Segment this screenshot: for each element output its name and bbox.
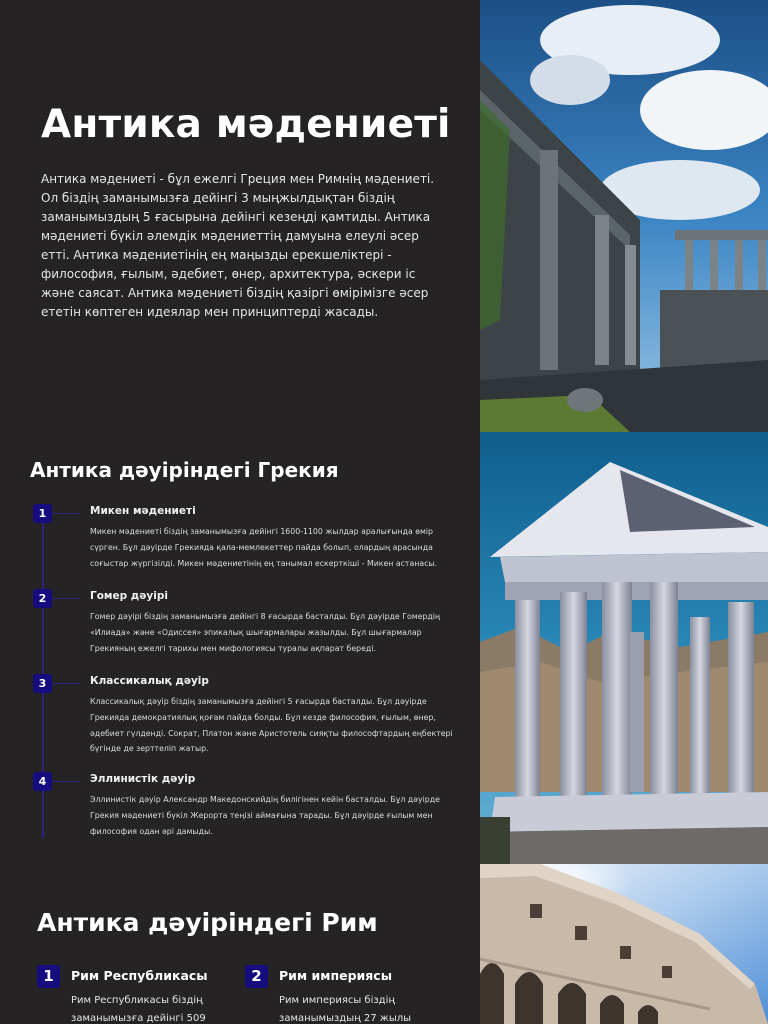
ancient-ruins-illustration [480,0,768,432]
greece-section-title: Антика дәуіріндегі Грекия [30,458,339,482]
rome-item-description: Рим империясы біздің заманымыздың 27 жылы [279,995,411,1024]
greece-text-panel [0,432,480,864]
timeline-description: Классикалық дәуір біздің заманымызға дейінгі 5 ғасырда басталды. Бұл дәуірде Грекияда демократиялық қоғам пайда болды. Бұл кезде философия, ғылым, өнер, әдебиет гүлденді. Сократ, Платон және Аристотель сияқты философтардың еңбектері бүгінде де зерттеліп жатыр. [90,697,453,754]
timeline-connector [52,683,80,684]
greek-temple-illustration [480,432,768,864]
timeline-connector [52,598,80,599]
timeline-description: Эллинистік дәуір Александр Македонскийдің билігінен кейін басталды. Бұл дәуірде Грекия мәдениеті бүкіл Жерорта теңізі аймағына тарады. Бұл дәуірде ғылым мен философия одан әрі дамыды. [90,795,440,836]
intro-text-panel [0,0,480,432]
rome-item-heading: Рим Республикасы [71,968,208,983]
greece-section [0,432,768,864]
colosseum-illustration [480,864,768,1024]
rome-item-number: 1 [37,965,60,988]
timeline-number: 1 [33,504,52,523]
timeline-number: 3 [33,674,52,693]
rome-item-description: Рим Республикасы біздің заманымызға дейінгі 509 [71,995,206,1024]
page-title: Антика мәдениеті [41,102,451,147]
timeline-number: 4 [33,772,52,791]
timeline-heading: Микен мәдениеті [90,505,196,517]
timeline-connector [52,781,80,782]
colosseum-image [480,864,768,1024]
timeline-connector [52,513,80,514]
timeline-number: 2 [33,589,52,608]
rome-item-heading: Рим империясы [279,968,393,983]
intro-paragraph: Антика мәдениеті - бұл ежелгі Греция мен Римнің мәдениеті. Ол біздің заманымызға дейінгі 3 мыңжылдықтан біздің заманымыздың 5 ғасырына дейінгі кезеңді қамтиды. Антика мәдениеті бүкіл әлемдік мәдениеттің дамуына елеулі әсер етті. Антика мәдениетінің ең маңызды ерекшеліктері - философия, ғылым, әдебиет, өнер, архитектура, әскери іс және саясат. Антика мәдениеті біздің қазіргі өмірімізге әсер ететін көптеген идеялар мен принциптерді жасады. [41,172,435,319]
rome-item-number: 2 [245,965,268,988]
timeline-description: Микен мәдениеті біздің заманымызға дейінгі 1600-1100 жылдар аралығында өмір сүрген. Бұл дәуірде Грекияда қала-мемлекеттер пайда болып, олардың арасында соғыстар жүргізілді. Микен мәдениетінің ең танымал ескерткіші - Микен астанасы. [90,527,438,568]
timeline-heading: Классикалық дәуір [90,675,209,687]
timeline-description: Гомер дәуірі біздің заманымызға дейінгі 8 ғасырда басталды. Бұл дәуірде Гомердің «Илиада» және «Одиссея» эпикалық шығармалары жазылды. Бұл шығармалар Грекияның ежелгі тарихы мен мифологиясы туралы ақпарат береді. [90,612,441,653]
intro-section [0,0,768,432]
rome-section [0,864,768,1024]
rome-section-title: Антика дәуіріндегі Рим [37,908,378,937]
ruins-image [480,0,768,432]
timeline-heading: Эллинистік дәуір [90,773,196,785]
timeline-heading: Гомер дәуірі [90,590,168,602]
rome-text-panel [0,864,480,1024]
temple-image [480,432,768,864]
